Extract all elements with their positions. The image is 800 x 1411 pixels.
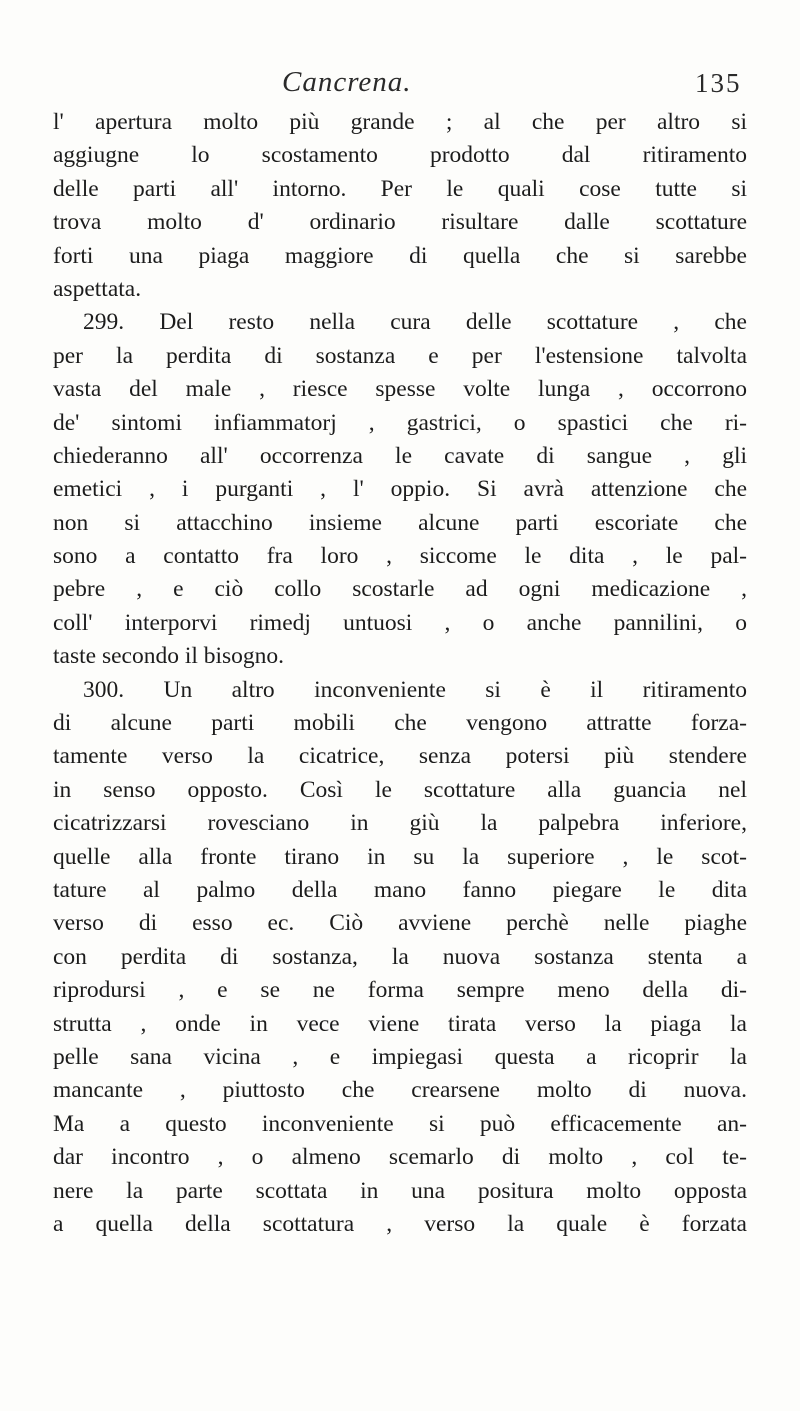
text-line: Ma a questo inconveniente si può efficacemente an- xyxy=(53,1110,747,1137)
text-line: trova molto d' ordinario risultare dalle scottature xyxy=(53,209,747,236)
text-line: vasta del male , riesce spesse volte lunga , occorrono xyxy=(53,376,747,403)
text-line: per la perdita di sostanza e per l'estensione talvolta xyxy=(53,342,747,369)
text-line: de' sintomi infiammatorj , gastrici, o spastici che ri- xyxy=(53,409,747,436)
text-line: aggiugne lo scostamento prodotto dal ritiramento xyxy=(53,142,747,169)
text-line: chiederanno all' occorrenza le cavate di sangue , gli xyxy=(53,442,747,469)
text-line: emetici , i purganti , l' oppio. Si avrà attenzione che xyxy=(53,476,747,503)
text-line: delle parti all' intorno. Per le quali cose tutte si xyxy=(53,175,747,202)
body-text xyxy=(53,106,747,1241)
text-line: tature al palmo della mano fanno piegare le dita xyxy=(53,876,747,903)
text-line: coll' interporvi rimedj untuosi , o anche pannilini, o xyxy=(53,609,747,636)
text-line: tamente verso la cicatrice, senza potersi più stendere xyxy=(53,743,747,770)
text-line: sono a contatto fra loro , siccome le dita , le pal- xyxy=(53,543,747,570)
text-line: quelle alla fronte tirano in su la superiore , le scot- xyxy=(53,843,747,870)
text-line: forti una piaga maggiore di quella che si sarebbe xyxy=(53,242,747,269)
text-line: con perdita di sostanza, la nuova sostanza stenta a xyxy=(53,943,747,970)
page-number: 135 xyxy=(695,68,742,98)
text-line: in senso opposto. Così le scottature alla guancia nel xyxy=(53,776,747,803)
text-line: dar incontro , o almeno scemarlo di molto , col te- xyxy=(53,1144,747,1171)
text-line: l' apertura molto più grande ; al che per altro si xyxy=(53,109,747,135)
text-line: riprodursi , e se ne forma sempre meno della di- xyxy=(53,977,747,1004)
text-line: taste secondo il bisogno. xyxy=(53,643,285,670)
text-line: mancante , piuttosto che crearsene molto di nuova. xyxy=(53,1077,747,1104)
text-line: di alcune parti mobili che vengono attratte forza- xyxy=(53,710,747,737)
text-line: non si attacchino insieme alcune parti escoriate che xyxy=(53,509,747,536)
text-line: pelle sana vicina , e impiegasi questa a ricoprir la xyxy=(53,1043,747,1070)
text-line: verso di esso ec. Ciò avviene perchè nelle piaghe xyxy=(53,910,747,937)
text-line: aspettata. xyxy=(53,275,142,302)
text-line: pebre , e ciò collo scostarle ad ogni medicazione , xyxy=(53,576,747,603)
running-title: Cancrena. xyxy=(282,66,412,98)
paragraph-300-start: 300. Un altro inconveniente si è il ritiramento xyxy=(83,676,747,703)
text-line: a quella della scottatura , verso la quale è forzata xyxy=(53,1210,747,1237)
text-line: strutta , onde in vece viene tirata verso la piaga la xyxy=(53,1010,747,1037)
text-line: nere la parte scottata in una positura molto opposta xyxy=(53,1177,747,1204)
running-head xyxy=(0,66,800,106)
paragraph-299-start: 299. Del resto nella cura delle scottature , che xyxy=(83,309,747,336)
text-line: cicatrizzarsi rovesciano in giù la palpebra inferiore, xyxy=(53,810,747,837)
